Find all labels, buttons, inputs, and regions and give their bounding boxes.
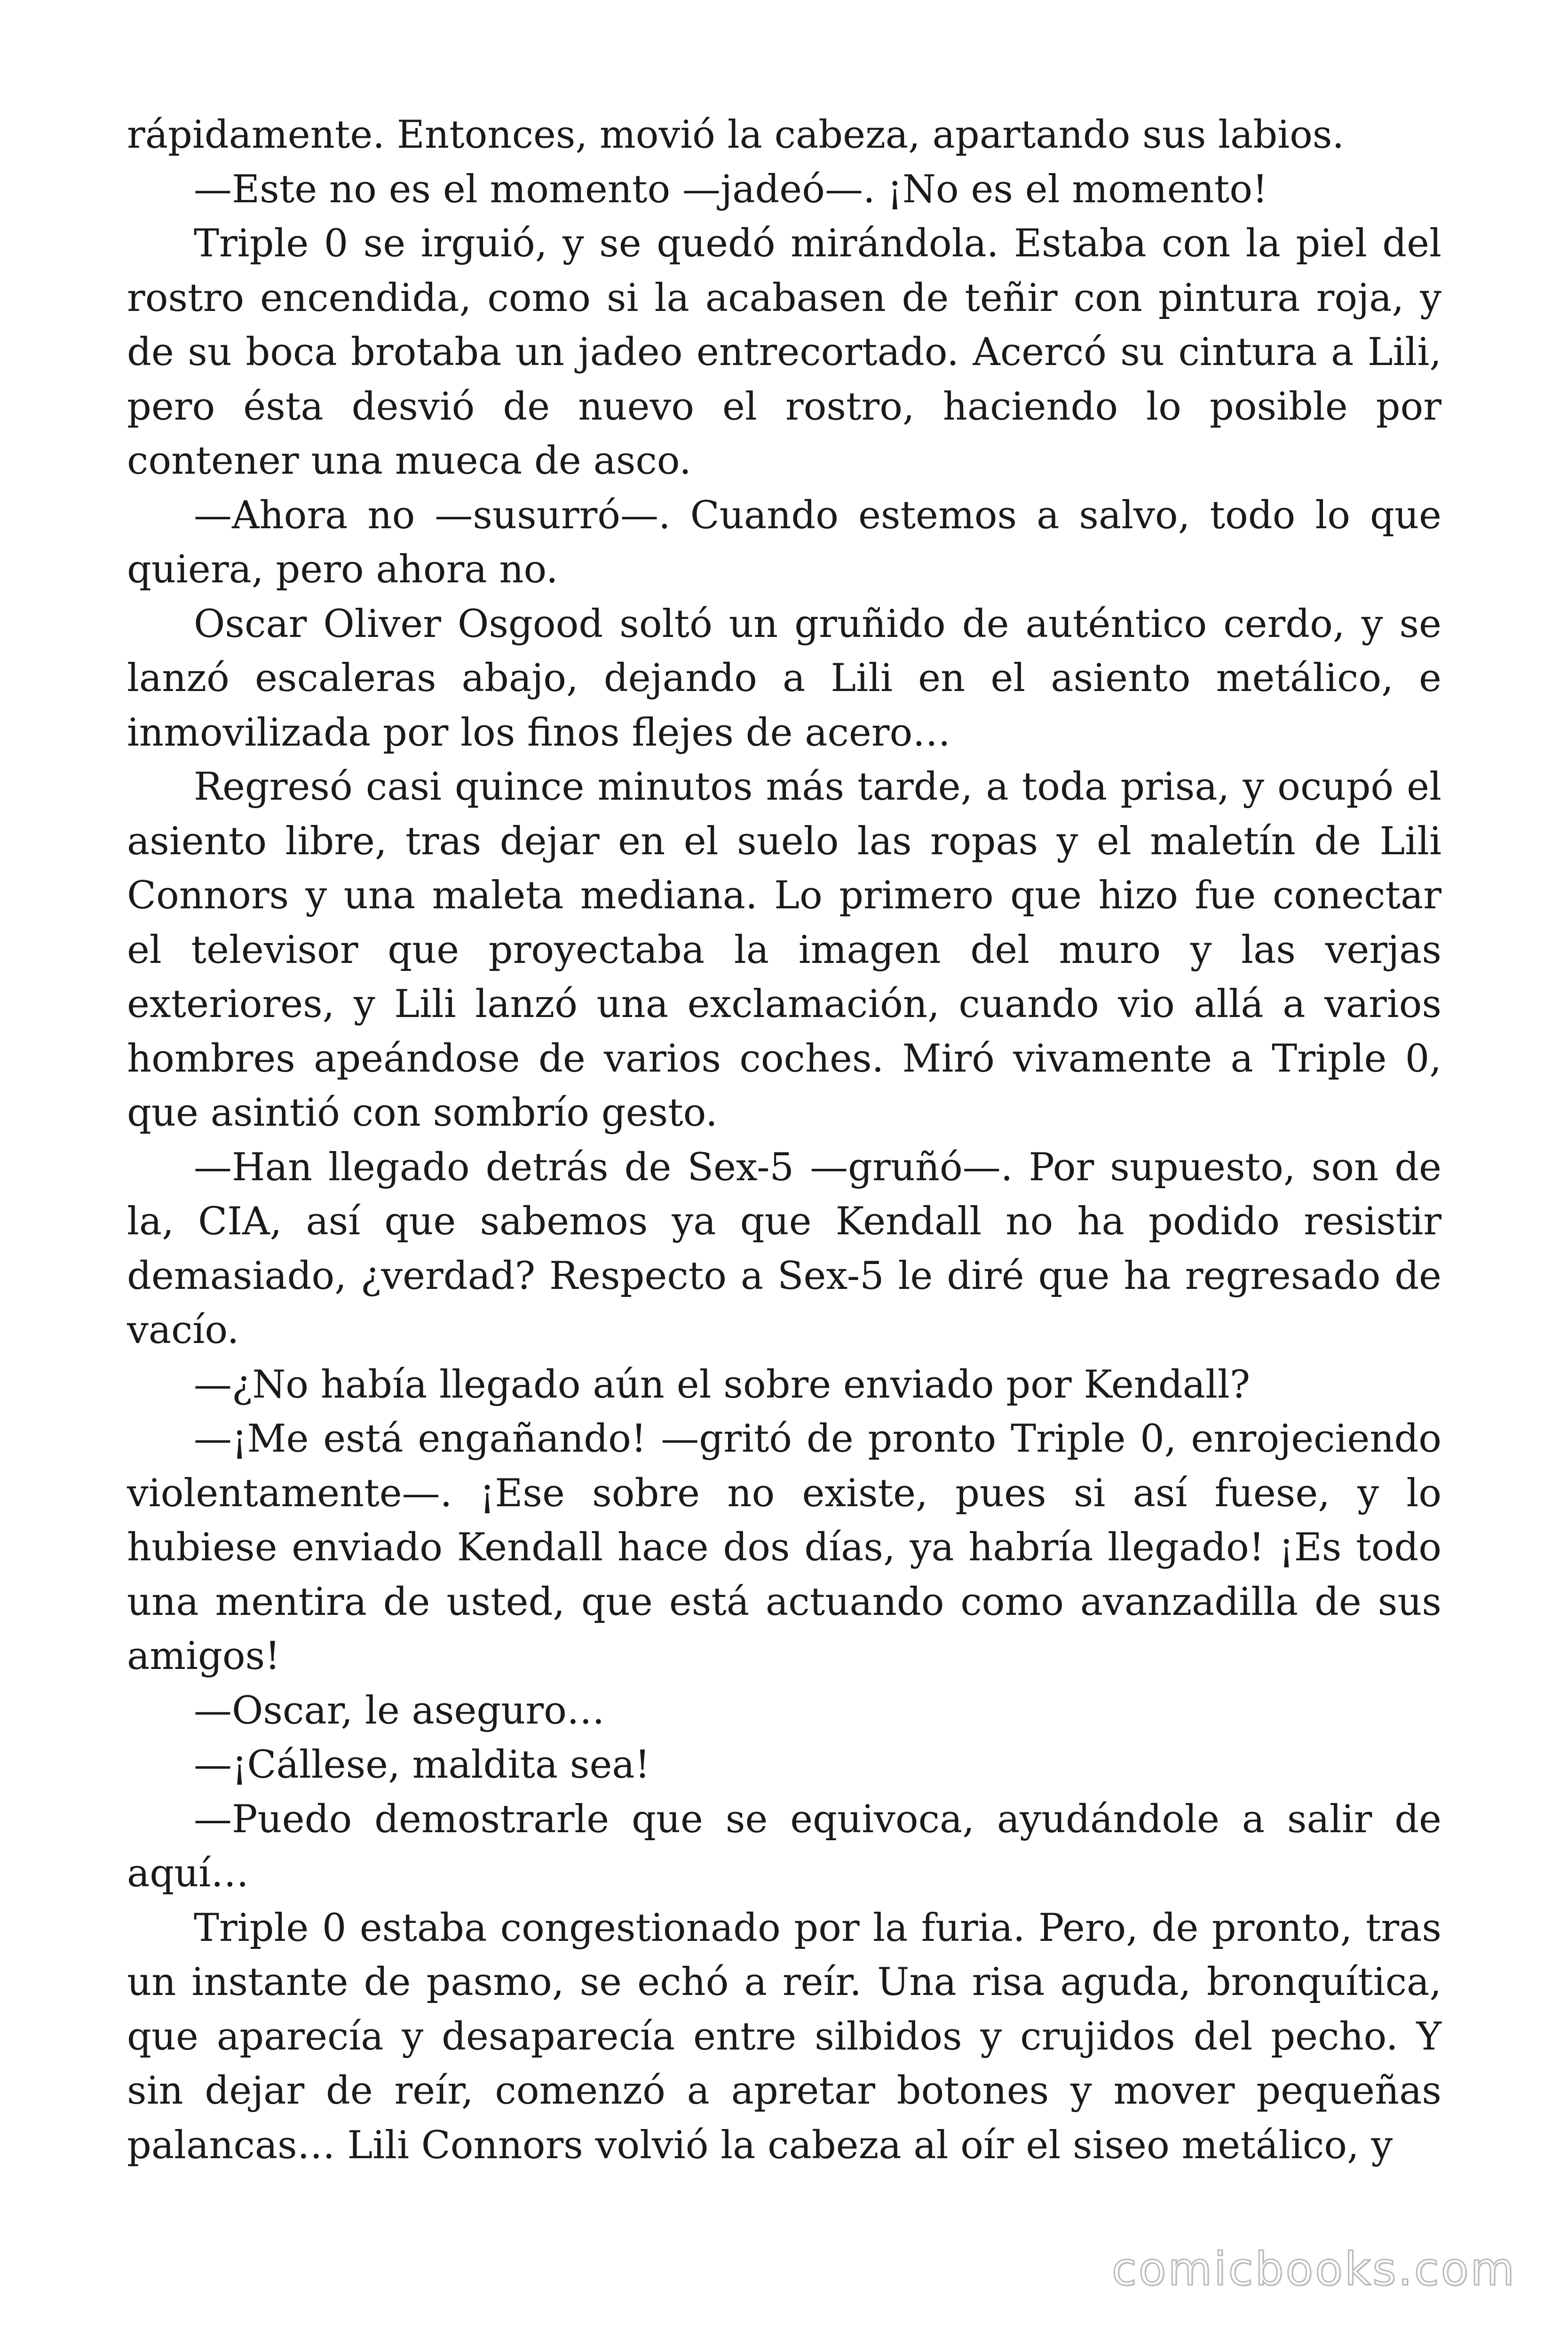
paragraph: —Este no es el momento —jadeó—. ¡No es el momento!: [194, 167, 1268, 212]
paragraph: Regresó casi quince minutos más tarde, a toda prisa, y ocupó el asiento libre, tras dejar en el suelo las ropas y el maletín de Lili Connors y una maleta mediana. Lo primero que hizo fue conectar el televisor que proyectaba la imagen del muro y las verjas exteriores, y Lili lanzó una exclamación, cuando vio allá a varios hombres apeándose de varios coches. Miró vivamente a Triple 0, que asintió con sombrío gesto.: [127, 765, 1441, 1135]
paragraph: —¡Cállese, maldita sea!: [194, 1743, 650, 1787]
paragraph: —Han llegado detrás de Sex-5 —gruñó—. Por supuesto, son de la, CIA, así que sabemos ya que Kendall no ha podido resistir demasiado, ¿verdad? Respecto a Sex-5 le diré que ha regresado de vacío.: [127, 1145, 1441, 1352]
paragraph: —Puedo demostrarle que se equivoca, ayudándole a salir de aquí…: [127, 1797, 1441, 1896]
paragraph: —Oscar, le aseguro…: [194, 1688, 605, 1733]
site-watermark: comicbooks.com: [1111, 2243, 1516, 2296]
paragraph: Triple 0 se irguió, y se quedó mirándola. Estaba con la piel del rostro encendida, como si la acabasen de teñir con pintura roja, y de su boca brotaba un jadeo entrecortado. Acercó su cintura a Lili, pero ésta desvió de nuevo el rostro, haciendo lo posible por contener una mueca de asco.: [127, 222, 1441, 483]
paragraph: Triple 0 estaba congestionado por la furia. Pero, de pronto, tras un instante de pasmo, se echó a reír. Una risa aguda, bronquítica, que aparecía y desaparecía entre silbidos y crujidos del pecho. Y sin dejar de reír, comenzó a apretar botones y mover pequeñas palancas… Lili Connors volvió la cabeza al oír el siseo metálico, y: [127, 1906, 1441, 2168]
paragraph: Oscar Oliver Osgood soltó un gruñido de auténtico cerdo, y se lanzó escaleras abajo, dejando a Lili en el asiento metálico, e inmovilizada por los finos flejes de acero…: [127, 602, 1441, 755]
paragraph: rápidamente. Entonces, movió la cabeza, apartando sus labios.: [127, 113, 1345, 157]
paragraph: —¿No había llegado aún el sobre enviado por Kendall?: [194, 1362, 1251, 1407]
paragraph: —Ahora no —susurró—. Cuando estemos a salvo, todo lo que quiera, pero ahora no.: [127, 493, 1441, 592]
paragraph: —¡Me está engañando! —gritó de pronto Triple 0, enrojeciendo violentamente—. ¡Ese sobre no existe, pues si así fuese, y lo hubiese enviado Kendall hace dos días, ya habría llegado! ¡Es todo una mentira de usted, que está actuando como avanzadilla de sus amigos!: [127, 1417, 1441, 1678]
page-body: [127, 108, 1441, 2173]
